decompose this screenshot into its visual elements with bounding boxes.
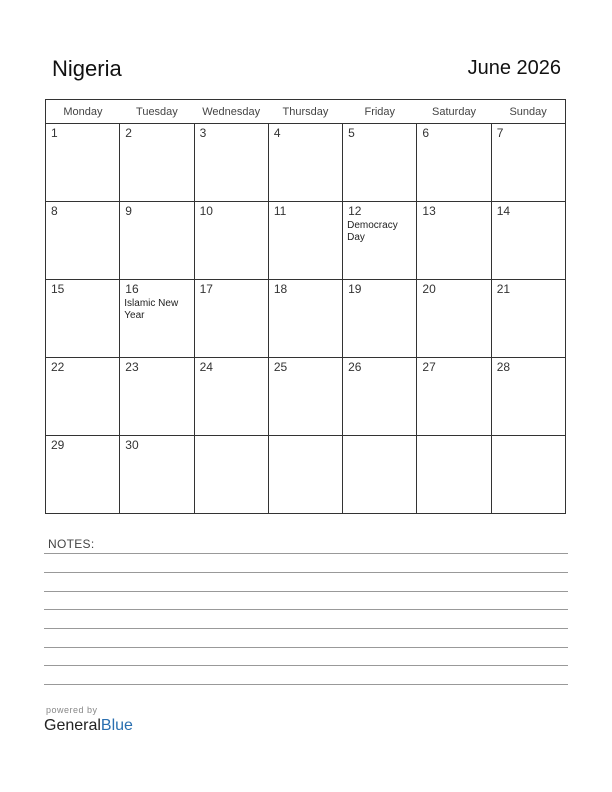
day-number: 5 [348,126,355,140]
day-cell [194,436,268,514]
weekday-header: Sunday [491,100,565,124]
day-number: 17 [199,282,213,296]
notes-line [44,553,568,554]
weekday-header: Monday [46,100,120,124]
day-number: 18 [273,282,288,296]
day-number: 22 [51,360,65,374]
day-cell [120,124,194,202]
notes-line [44,647,568,648]
day-cell [417,358,491,436]
day-cell [491,358,565,436]
notes-label: NOTES: [48,537,95,551]
day-cell [343,202,417,280]
day-cell [46,358,120,436]
day-number: 12 [348,204,362,218]
notes-line [44,609,568,610]
day-number: 20 [422,282,436,296]
powered-by-text: powered by [46,705,98,715]
day-cell [46,280,120,358]
day-cell [120,202,194,280]
day-number: 3 [199,126,207,140]
notes-line [44,628,568,629]
day-number: 6 [422,126,430,140]
week-row [46,436,566,514]
day-cell [491,124,565,202]
day-number: 28 [496,360,511,374]
day-number: 23 [125,360,139,374]
weekday-header: Saturday [417,100,491,124]
day-cell [491,280,565,358]
day-number: 13 [422,204,436,218]
week-row [46,280,566,358]
weekday-header-row [46,100,566,124]
day-number: 16 [125,282,139,296]
day-cell [268,124,342,202]
weekday-header: Friday [343,100,417,124]
day-cell [417,124,491,202]
day-cell [120,280,194,358]
day-number: 14 [496,204,511,218]
day-cell [46,202,120,280]
day-cell [343,358,417,436]
day-number: 26 [348,360,362,374]
week-row [46,202,566,280]
day-cell [343,436,417,514]
day-number: 9 [125,204,132,218]
country-title: Nigeria [52,56,122,81]
brand-blue: Blue [100,717,133,734]
brand-general: General [44,717,101,734]
day-cell [194,280,268,358]
holiday-label: Islamic New Year [124,298,179,321]
day-number: 8 [51,204,58,218]
day-cell [491,436,565,514]
notes-line [44,591,568,592]
day-cell [120,436,194,514]
day-cell [46,436,120,514]
day-cell [417,280,491,358]
holiday-label: Democracy Day [347,220,398,243]
day-cell [343,280,417,358]
day-cell [268,202,342,280]
day-number: 30 [125,438,139,452]
day-cell [491,202,565,280]
day-number: 2 [125,126,132,140]
notes-line [44,665,568,666]
notes-line [44,684,568,685]
day-number: 4 [273,126,281,140]
brand-logo[interactable] [44,717,133,735]
day-cell [194,202,268,280]
day-cell [194,124,268,202]
day-number: 11 [273,204,287,218]
day-cell [194,358,268,436]
day-number: 24 [199,360,213,374]
day-number: 1 [51,126,58,140]
week-row [46,124,566,202]
day-number: 27 [422,360,436,374]
month-title: June 2026 [467,57,561,79]
day-number: 19 [348,282,362,296]
weekday-header: Tuesday [120,100,194,124]
day-cell [268,358,342,436]
week-row [46,358,566,436]
day-cell [417,436,491,514]
calendar-grid [45,99,566,514]
day-number: 25 [273,360,288,374]
notes-line [44,572,568,573]
day-cell [120,358,194,436]
day-number: 10 [199,204,213,218]
day-cell [268,280,342,358]
day-number: 7 [496,126,504,140]
day-number: 29 [51,438,65,452]
day-cell [417,202,491,280]
weekday-header: Thursday [268,100,342,124]
day-number: 21 [496,282,511,296]
day-cell [268,436,342,514]
day-cell [343,124,417,202]
day-number: 15 [51,282,65,296]
day-cell [46,124,120,202]
weekday-header: Wednesday [194,100,268,124]
